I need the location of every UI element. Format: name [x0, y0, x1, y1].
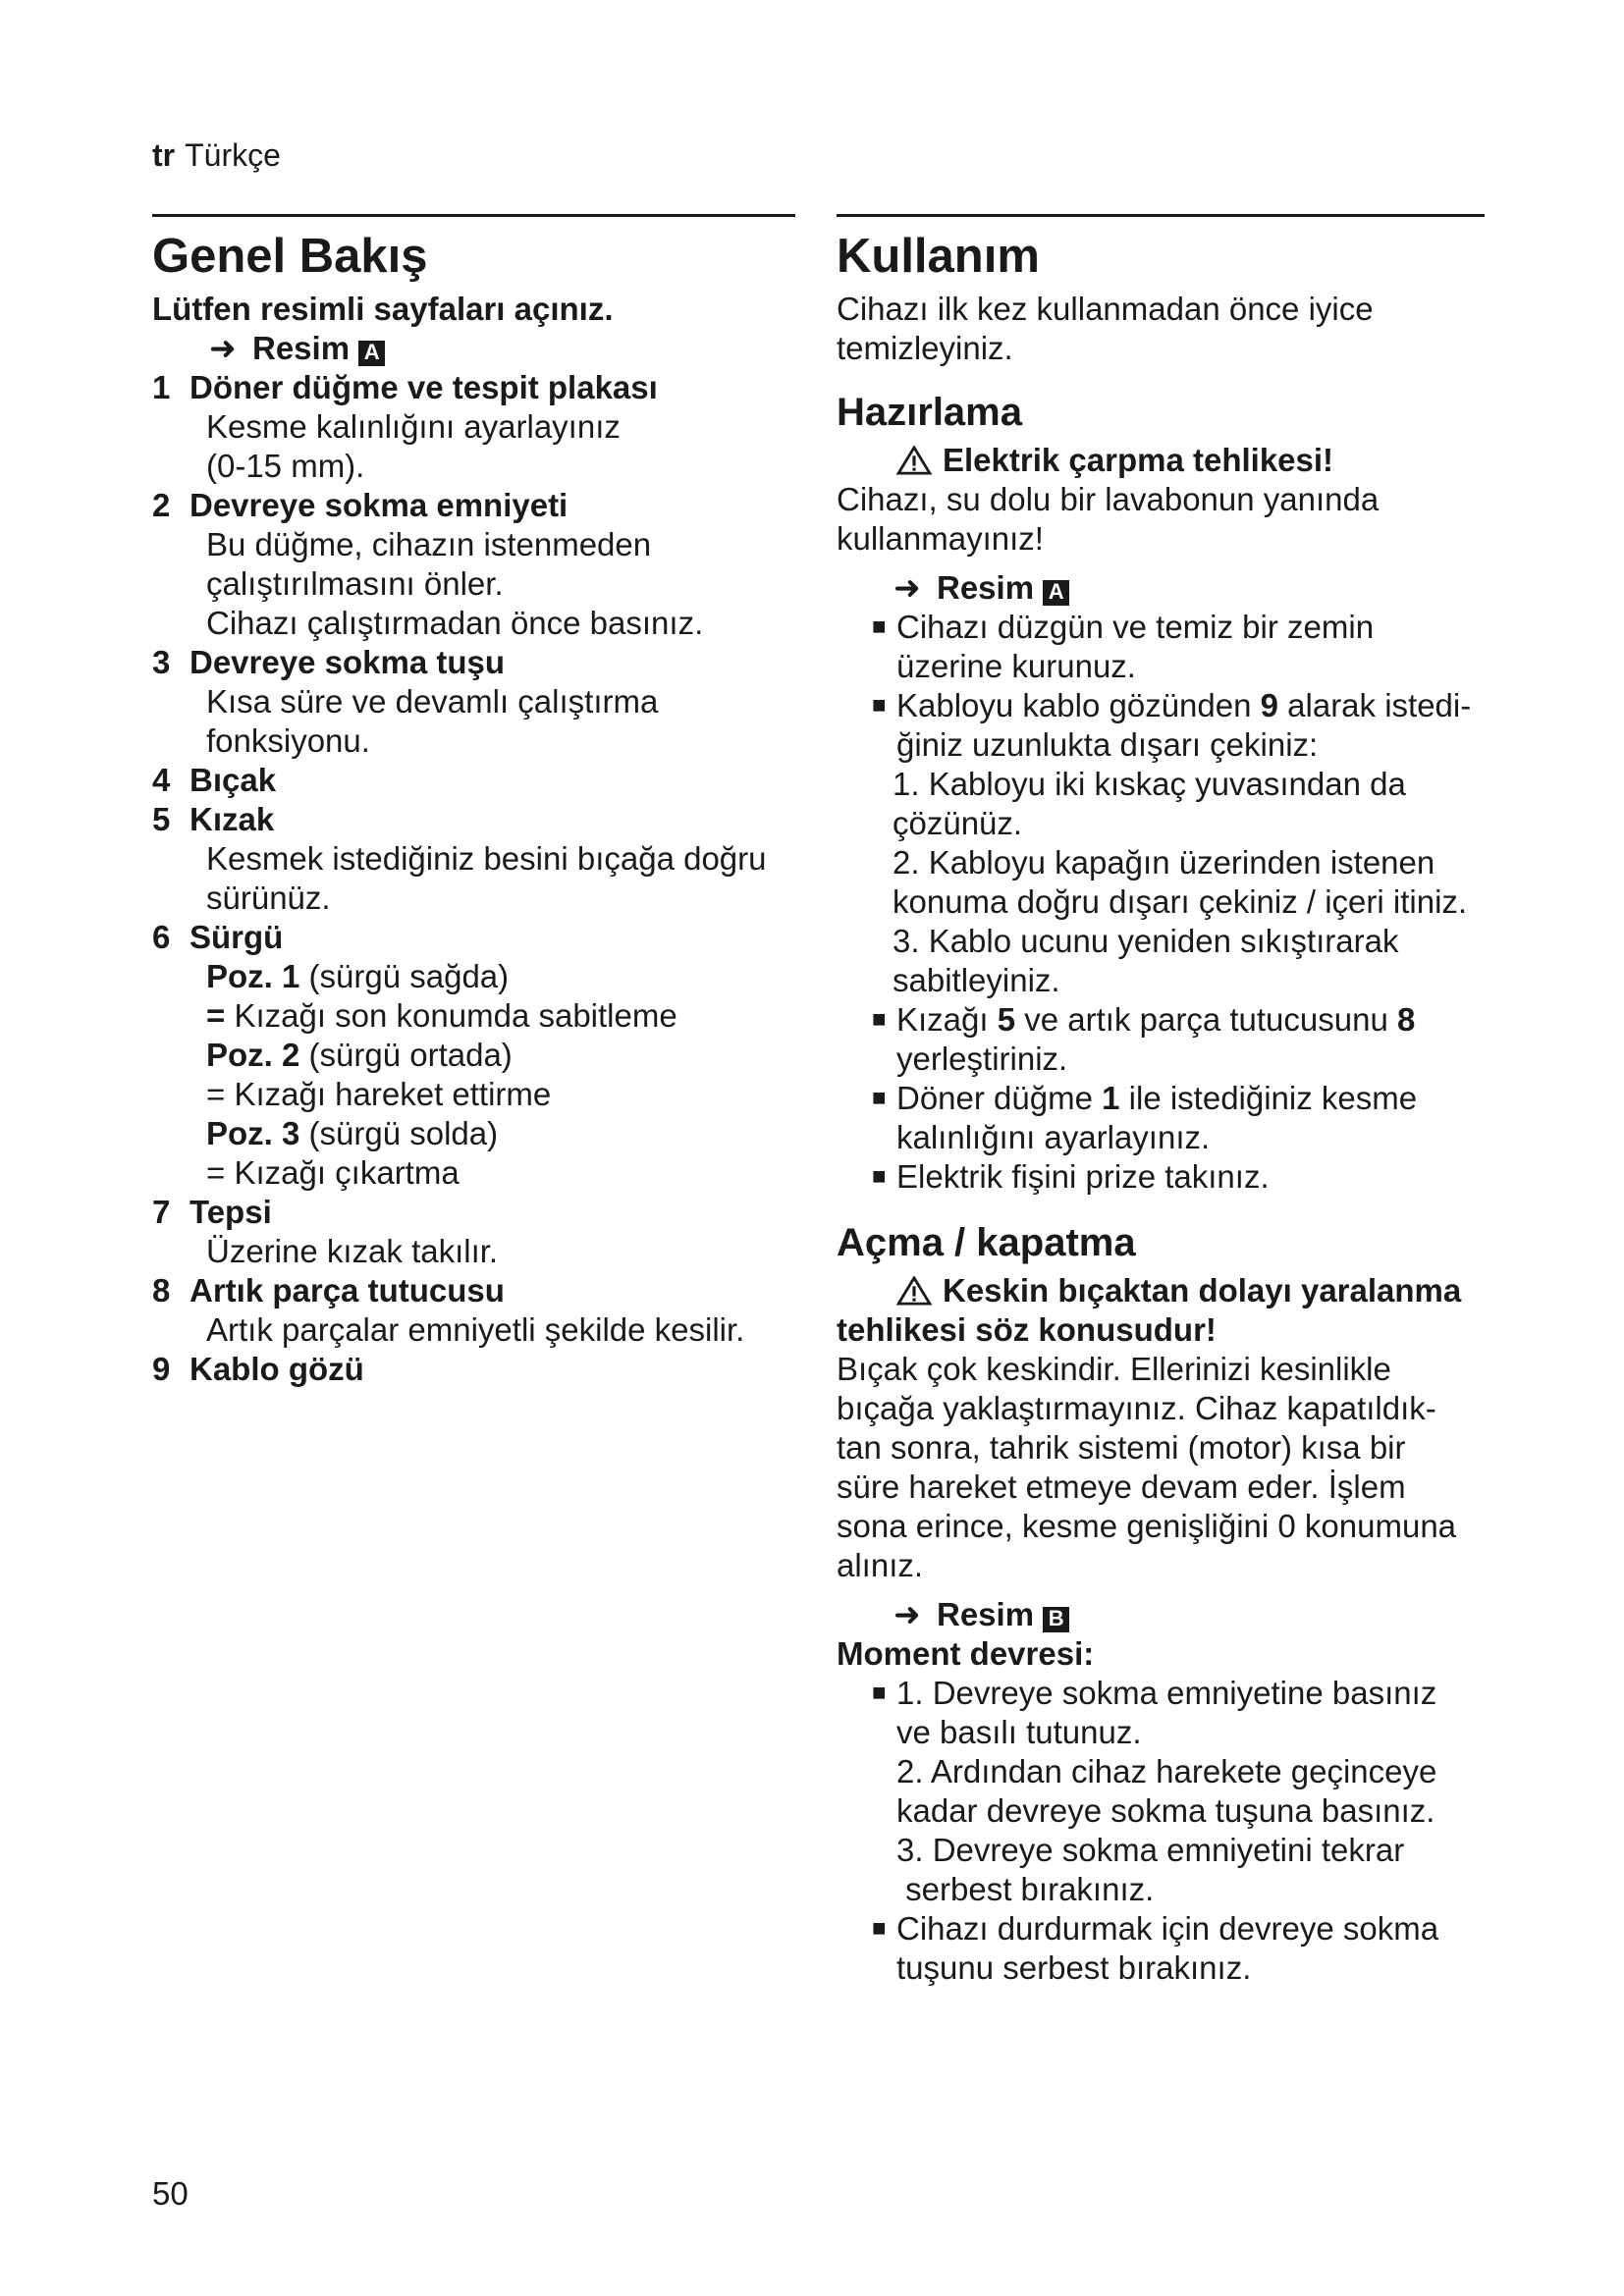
bullet-square-icon: ■	[872, 1085, 887, 1111]
step-line: 2. Kabloyu kapağın üzerinden istenen	[893, 844, 1435, 881]
bullet-text: Elektrik fişini prize takınız.	[896, 1158, 1270, 1195]
bullet-item-cont: ğiniz uzunlukta dışarı çekiniz:	[896, 726, 1319, 763]
overview-intro: Lütfen resimli sayfaları açınız.	[152, 291, 614, 327]
bullet-item	[837, 608, 1485, 647]
list-item	[152, 761, 795, 800]
page-header	[152, 135, 281, 175]
item-title: Bıçak	[189, 762, 277, 798]
language-code: tr	[152, 137, 176, 173]
bullet-square-icon: ■	[872, 1006, 887, 1033]
item-number: 4	[152, 762, 171, 798]
warning-triangle-icon	[895, 1276, 933, 1306]
onoff-title: Açma / kapatma	[837, 1221, 1136, 1264]
item-text: Artık parçalar emniyetli şekilde kesilir.	[206, 1311, 745, 1348]
bullet-item-cont: kalınlığını ayarlayınız.	[896, 1119, 1211, 1155]
bullet-square-icon: ■	[872, 692, 887, 719]
step-line: 2. Ardından cihaz harekete geçinceye	[896, 1753, 1437, 1789]
item-title: Kızak	[189, 801, 275, 837]
position-desc-text: Kızağı son konumda sabitleme	[225, 997, 677, 1034]
bullet-text: 1. Devreye sokma emniyetine basınız	[896, 1675, 1437, 1711]
item-title: Tepsi	[189, 1194, 272, 1230]
figure-ref-a	[837, 568, 1485, 608]
list-item	[152, 643, 795, 761]
list-item	[152, 800, 795, 918]
arrow-right-icon: ➜	[209, 330, 237, 366]
language-name: Türkçe	[185, 137, 281, 173]
bullet-item	[837, 1674, 1485, 1713]
item-title: Döner düğme ve tespit plakası	[189, 369, 658, 405]
warning-text: sona erince, kesme genişliğini 0 konumuna	[837, 1508, 1457, 1544]
figure-ref-label: Resim	[252, 330, 351, 366]
warning-text: tan sonra, tahrik sistemi (motor) kısa bir	[837, 1429, 1406, 1466]
overview-column	[152, 214, 795, 1389]
list-item	[152, 1193, 795, 1271]
section-rule	[152, 214, 795, 217]
bullet-text: Döner düğme	[896, 1080, 1103, 1116]
figure-box-icon: A	[1043, 580, 1069, 606]
position-note: (sürgü sağda)	[299, 958, 510, 994]
usage-column	[837, 214, 1485, 1988]
item-title: Devreye sokma emniyeti	[189, 487, 568, 523]
bullet-item	[837, 1157, 1485, 1197]
bullet-square-icon: ■	[872, 1915, 887, 1942]
page-number: 50	[152, 2175, 189, 2212]
figure-box-icon: B	[1043, 1607, 1069, 1632]
item-number: 2	[152, 487, 171, 523]
step-line: sabitleyiniz.	[893, 962, 1060, 998]
figure-box-icon: A	[358, 341, 385, 366]
ref-number: 1	[1102, 1080, 1120, 1116]
warning-title-text: Elektrik çarpma tehlikesi!	[943, 442, 1334, 478]
position-desc-text: Kızağı çıkartma	[225, 1154, 460, 1191]
position-line	[152, 1036, 795, 1075]
step-line: konuma doğru dışarı çekiniz / içeri itiniz.	[893, 883, 1468, 920]
warning-title-text: Keskin bıçaktan dolayı yaralanma	[943, 1272, 1462, 1308]
bullet-item-cont: ve basılı tutunuz.	[896, 1714, 1142, 1750]
step-line: çözünüz.	[893, 805, 1023, 841]
blade-warning-title	[837, 1271, 1485, 1310]
bullet-text: Kabloyu kablo gözünden	[896, 687, 1261, 723]
item-number: 6	[152, 919, 171, 955]
list-item	[152, 918, 795, 1193]
bullet-text: ve artık parça tutucusunu	[1015, 1001, 1397, 1038]
position-desc-text: Kızağı hareket ettirme	[225, 1076, 552, 1112]
list-item	[152, 368, 795, 486]
bullet-square-icon: ■	[872, 1163, 887, 1190]
item-text: Kesme kalınlığını ayarlayınız	[206, 408, 621, 445]
bullet-item-cont: üzerine kurunuz.	[896, 648, 1136, 684]
item-title: Artık parça tutucusu	[189, 1272, 505, 1308]
position-line	[152, 1114, 795, 1153]
list-item	[152, 1350, 795, 1389]
ref-number: 9	[1260, 687, 1278, 723]
bullet-text: ile istediğiniz kesme	[1119, 1080, 1418, 1116]
warning-text: Bıçak çok keskindir. Ellerinizi kesinlikle	[837, 1351, 1391, 1387]
item-text: Kısa süre ve devamlı çalıştırma	[206, 683, 659, 720]
position-label: Poz. 2	[206, 1037, 300, 1073]
warning-title-cont: tehlikesi söz konusudur!	[837, 1311, 1217, 1348]
warning-text: Cihazı, su dolu bir lavabonun yanında	[837, 481, 1380, 517]
bullet-text: Cihazı düzgün ve temiz bir zemin	[896, 609, 1375, 645]
warning-triangle-icon	[895, 446, 933, 475]
position-desc	[152, 996, 795, 1036]
position-label: Poz. 1	[206, 958, 300, 994]
item-text: çalıştırılmasını önler.	[206, 565, 504, 602]
figure-ref-label: Resim	[937, 569, 1035, 606]
step-line: 3. Kablo ucunu yeniden sıkıştırarak	[893, 923, 1399, 959]
arrow-right-icon: ➜	[893, 569, 921, 606]
equals-sign: =	[206, 997, 226, 1034]
step-line: serbest bırakınız.	[896, 1871, 1155, 1907]
usage-intro: temizleyiniz.	[837, 330, 1013, 366]
bullet-square-icon: ■	[872, 614, 887, 640]
warning-text: kullanmayınız!	[837, 520, 1044, 557]
equals-sign: =	[206, 1076, 226, 1112]
item-text: Bu düğme, cihazın istenmeden	[206, 526, 652, 562]
bullet-item-cont: yerleştiriniz.	[896, 1041, 1068, 1077]
equals-sign: =	[206, 1154, 226, 1191]
bullet-item-cont: tuşunu serbest bırakınız.	[896, 1949, 1252, 1986]
list-item	[152, 486, 795, 643]
bullet-item	[837, 686, 1485, 725]
electric-warning-title	[837, 441, 1485, 480]
item-text: fonksiyonu.	[206, 722, 370, 759]
bullet-item	[837, 1000, 1485, 1040]
list-item	[152, 1271, 795, 1350]
bullet-item	[837, 1909, 1485, 1949]
item-number: 7	[152, 1194, 171, 1230]
bullet-item	[837, 1079, 1485, 1118]
item-number: 3	[152, 644, 171, 680]
ref-number: 8	[1396, 1001, 1416, 1038]
prep-title: Hazırlama	[837, 391, 1022, 434]
item-number: 8	[152, 1272, 171, 1308]
position-line	[152, 957, 795, 996]
item-text: Kesmek istediğiniz besini bıçağa doğru	[206, 840, 767, 877]
warning-text: süre hareket etmeye devam eder. İşlem	[837, 1468, 1406, 1505]
moment-title: Moment devresi:	[837, 1635, 1095, 1672]
arrow-right-icon: ➜	[893, 1596, 921, 1632]
item-title: Kablo gözü	[189, 1351, 364, 1387]
bullet-text: Cihazı durdurmak için devreye sokma	[896, 1910, 1439, 1947]
position-note: (sürgü solda)	[299, 1115, 499, 1151]
bullet-text: Kızağı	[896, 1001, 998, 1038]
step-line: kadar devreye sokma tuşuna basınız.	[896, 1792, 1435, 1829]
figure-ref-b	[837, 1595, 1485, 1634]
item-title: Sürgü	[189, 919, 284, 955]
step-line: 3. Devreye sokma emniyetini tekrar	[896, 1832, 1405, 1868]
bullet-text: alarak istedi-	[1277, 687, 1472, 723]
overview-title: Genel Bakış	[152, 230, 428, 283]
warning-text: bıçağa yaklaştırmayınız. Cihaz kapatıldık-	[837, 1390, 1436, 1426]
warning-text: alınız.	[837, 1547, 924, 1583]
item-number: 9	[152, 1351, 171, 1387]
section-rule	[837, 214, 1485, 217]
usage-title: Kullanım	[837, 230, 1040, 283]
item-number: 5	[152, 801, 171, 837]
item-text: (0-15 mm).	[206, 448, 365, 484]
position-desc	[152, 1075, 795, 1114]
item-text: sürünüz.	[206, 880, 331, 916]
position-desc	[152, 1153, 795, 1193]
figure-ref-a	[152, 329, 795, 368]
usage-intro: Cihazı ilk kez kullanmadan önce iyice	[837, 291, 1374, 327]
position-note: (sürgü ortada)	[299, 1037, 513, 1073]
item-title: Devreye sokma tuşu	[189, 644, 505, 680]
item-text: Üzerine kızak takılır.	[206, 1233, 499, 1269]
bullet-square-icon: ■	[872, 1680, 887, 1706]
figure-ref-label: Resim	[937, 1596, 1035, 1632]
item-number: 1	[152, 369, 171, 405]
ref-number: 5	[997, 1001, 1016, 1038]
item-text: Cihazı çalıştırmadan önce basınız.	[206, 605, 704, 641]
step-line: 1. Kabloyu iki kıskaç yuvasından da	[893, 766, 1406, 802]
position-label: Poz. 3	[206, 1115, 300, 1151]
